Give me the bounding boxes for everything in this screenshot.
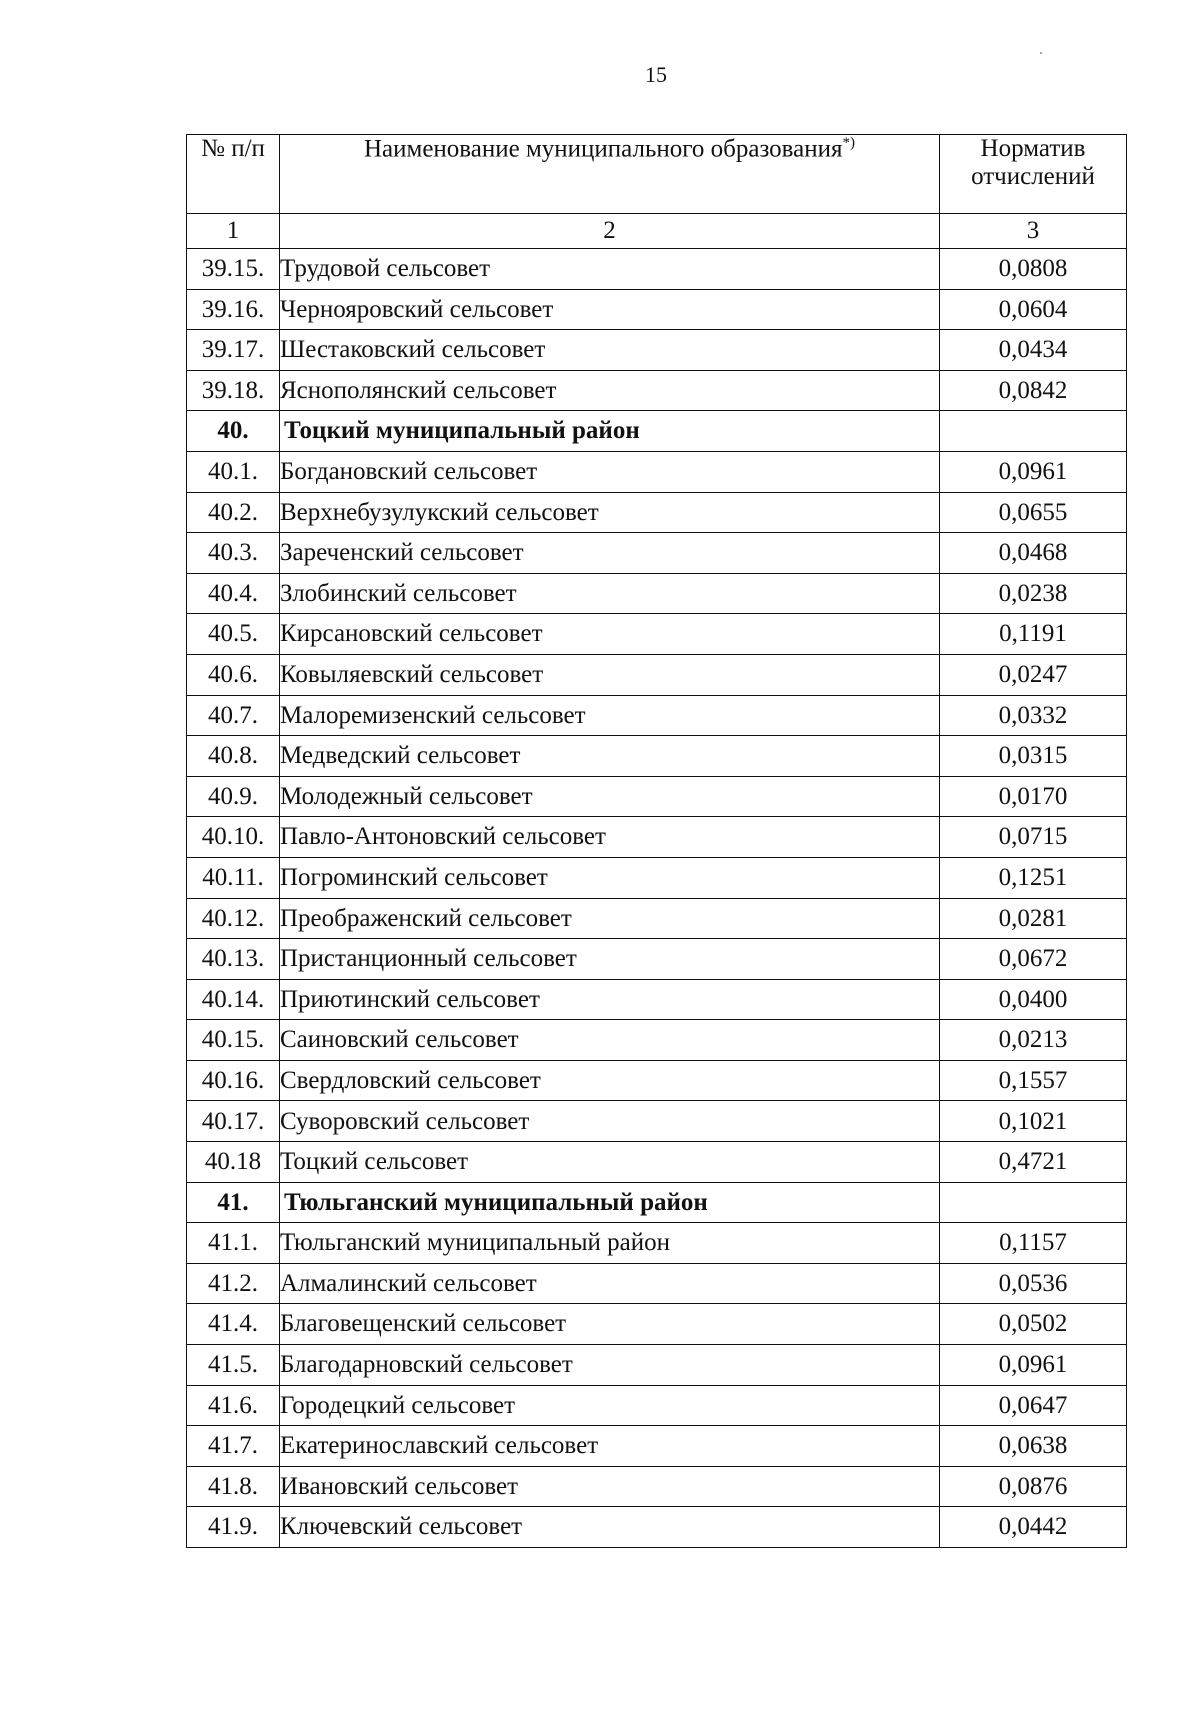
header-footnote-mark: *) <box>842 135 856 151</box>
table-row <box>187 289 1127 330</box>
row-name: Саиновский сельсовет <box>280 1020 940 1061</box>
table-row <box>187 736 1127 777</box>
header-number: № п/п <box>187 135 280 214</box>
row-value: 0,0808 <box>940 249 1127 290</box>
row-value: 0,0536 <box>940 1263 1127 1304</box>
row-value: 0,0468 <box>940 533 1127 574</box>
row-name: Суворовский сельсовет <box>280 1101 940 1142</box>
column-index: 1 <box>187 214 280 249</box>
row-name: Преображенский сельсовет <box>280 898 940 939</box>
table-row <box>187 573 1127 614</box>
row-value: 0,0400 <box>940 979 1127 1020</box>
table-row <box>187 1020 1127 1061</box>
table-row <box>187 979 1127 1020</box>
row-name: Приютинский сельсовет <box>280 979 940 1020</box>
table-row <box>187 776 1127 817</box>
row-name: Кирсановский сельсовет <box>280 614 940 655</box>
row-number: 40.7. <box>187 695 280 736</box>
row-number: 40.4. <box>187 573 280 614</box>
row-name: Богдановский сельсовет <box>280 451 940 492</box>
row-number: 40.2. <box>187 492 280 533</box>
row-number: 40.11. <box>187 857 280 898</box>
table-row <box>187 1304 1127 1345</box>
row-value: 0,0647 <box>940 1385 1127 1426</box>
table-row <box>187 330 1127 371</box>
row-value: 0,0961 <box>940 1345 1127 1386</box>
table-row <box>187 857 1127 898</box>
row-number: 40.13. <box>187 939 280 980</box>
table-row <box>187 533 1127 574</box>
row-number: 41.6. <box>187 1385 280 1426</box>
table-row <box>187 1426 1127 1467</box>
row-value: 0,0638 <box>940 1426 1127 1467</box>
row-number: 40.15. <box>187 1020 280 1061</box>
row-number: 40.8. <box>187 736 280 777</box>
table-row <box>187 370 1127 411</box>
row-value: 0,0672 <box>940 939 1127 980</box>
row-value: 0,4721 <box>940 1142 1127 1183</box>
row-value: 0,0213 <box>940 1020 1127 1061</box>
table-row <box>187 939 1127 980</box>
row-number: 39.15. <box>187 249 280 290</box>
row-value: 0,0247 <box>940 654 1127 695</box>
row-name: Тоцкий сельсовет <box>280 1142 940 1183</box>
row-value: 0,0315 <box>940 736 1127 777</box>
row-name: Павло-Антоновский сельсовет <box>280 817 940 858</box>
table-row <box>187 817 1127 858</box>
row-number: 39.18. <box>187 370 280 411</box>
row-value: 0,0238 <box>940 573 1127 614</box>
section-row <box>187 411 1127 452</box>
row-value: 0,0332 <box>940 695 1127 736</box>
row-value: 0,1157 <box>940 1223 1127 1264</box>
table-row <box>187 654 1127 695</box>
table-body <box>187 249 1127 1548</box>
row-value: 0,0876 <box>940 1466 1127 1507</box>
row-name: Екатеринославский сельсовет <box>280 1426 940 1467</box>
header-name-text: Наименование муниципального образования <box>363 135 843 163</box>
row-name: Погроминский сельсовет <box>280 857 940 898</box>
row-value: 0,0434 <box>940 330 1127 371</box>
row-name: Благодарновский сельсовет <box>280 1345 940 1386</box>
row-number: 39.16. <box>187 289 280 330</box>
row-number: 40.3. <box>187 533 280 574</box>
column-index-row <box>187 214 1127 249</box>
row-number: 41.2. <box>187 1263 280 1304</box>
header-name <box>280 135 940 214</box>
section-row <box>187 1182 1127 1223</box>
row-name: Яснополянский сельсовет <box>280 370 940 411</box>
row-name: Верхнебузулукский сельсовет <box>280 492 940 533</box>
table-row <box>187 492 1127 533</box>
row-value: 0,1021 <box>940 1101 1127 1142</box>
header-norm: Норматив отчислений <box>940 135 1127 214</box>
row-name: Зареченский сельсовет <box>280 533 940 574</box>
column-index: 3 <box>940 214 1127 249</box>
row-value: 0,1191 <box>940 614 1127 655</box>
row-number: 41. <box>187 1182 280 1223</box>
row-value: 0,1251 <box>940 857 1127 898</box>
table-row <box>187 1142 1127 1183</box>
row-value: 0,0502 <box>940 1304 1127 1345</box>
row-value: 0,1557 <box>940 1060 1127 1101</box>
row-number: 40.12. <box>187 898 280 939</box>
table-row <box>187 1223 1127 1264</box>
row-number: 41.5. <box>187 1345 280 1386</box>
table-row <box>187 614 1127 655</box>
row-value: 0,0442 <box>940 1507 1127 1548</box>
row-name: Свердловский сельсовет <box>280 1060 940 1101</box>
table-row <box>187 249 1127 290</box>
row-name: Малоремизенский сельсовет <box>280 695 940 736</box>
row-number: 41.1. <box>187 1223 280 1264</box>
row-name: Благовещенский сельсовет <box>280 1304 940 1345</box>
row-number: 40.9. <box>187 776 280 817</box>
row-name: Чернояровский сельсовет <box>280 289 940 330</box>
row-value: 0,0961 <box>940 451 1127 492</box>
row-number: 41.7. <box>187 1426 280 1467</box>
row-value: 0,0170 <box>940 776 1127 817</box>
table-row <box>187 695 1127 736</box>
row-name: Ключевский сельсовет <box>280 1507 940 1548</box>
row-name: Пристанционный сельсовет <box>280 939 940 980</box>
row-name: Шестаковский сельсовет <box>280 330 940 371</box>
row-value <box>940 1182 1127 1223</box>
row-name: Трудовой сельсовет <box>280 249 940 290</box>
row-value: 0,0281 <box>940 898 1127 939</box>
row-value <box>940 411 1127 452</box>
row-number: 40.5. <box>187 614 280 655</box>
row-number: 41.4. <box>187 1304 280 1345</box>
row-name: Ивановский сельсовет <box>280 1466 940 1507</box>
row-value: 0,0604 <box>940 289 1127 330</box>
row-number: 40.18 <box>187 1142 280 1183</box>
row-number: 40. <box>187 411 280 452</box>
row-number: 40.1. <box>187 451 280 492</box>
table-row <box>187 1507 1127 1548</box>
page-number: 15 <box>645 62 667 87</box>
column-index: 2 <box>280 214 940 249</box>
row-name: Тюльганский муниципальный район <box>280 1223 940 1264</box>
row-number: 40.14. <box>187 979 280 1020</box>
row-value: 0,0655 <box>940 492 1127 533</box>
row-name: Тюльганский муниципальный район <box>280 1182 940 1223</box>
table-row <box>187 1385 1127 1426</box>
row-number: 40.10. <box>187 817 280 858</box>
scan-speck <box>1040 52 1042 54</box>
row-name: Молодежный сельсовет <box>280 776 940 817</box>
row-name: Тоцкий муниципальный район <box>280 411 940 452</box>
row-value: 0,0715 <box>940 817 1127 858</box>
table-row <box>187 1060 1127 1101</box>
row-name: Злобинский сельсовет <box>280 573 940 614</box>
row-name: Медведский сельсовет <box>280 736 940 777</box>
row-number: 39.17. <box>187 330 280 371</box>
row-number: 41.8. <box>187 1466 280 1507</box>
row-number: 40.6. <box>187 654 280 695</box>
row-number: 40.17. <box>187 1101 280 1142</box>
norms-table <box>186 134 1127 1548</box>
table-row <box>187 451 1127 492</box>
row-name: Городецкий сельсовет <box>280 1385 940 1426</box>
row-number: 40.16. <box>187 1060 280 1101</box>
table-row <box>187 1263 1127 1304</box>
table-row <box>187 1466 1127 1507</box>
row-name: Алмалинский сельсовет <box>280 1263 940 1304</box>
row-value: 0,0842 <box>940 370 1127 411</box>
table-row <box>187 898 1127 939</box>
row-name: Ковыляевский сельсовет <box>280 654 940 695</box>
header-row <box>187 135 1127 214</box>
table-row <box>187 1345 1127 1386</box>
row-number: 41.9. <box>187 1507 280 1548</box>
table-row <box>187 1101 1127 1142</box>
